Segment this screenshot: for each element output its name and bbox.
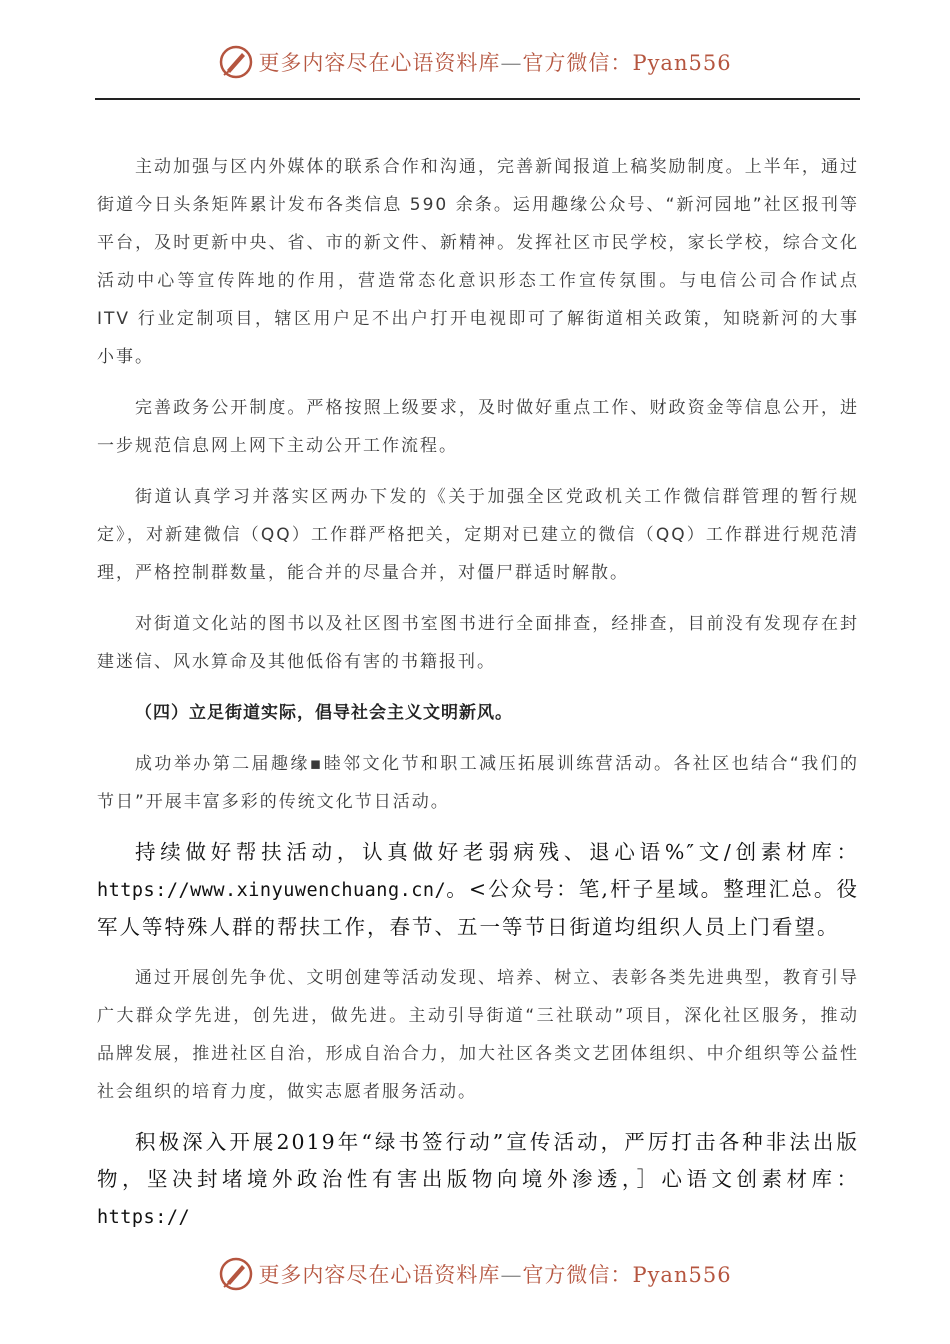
paragraph-library-check: 对街道文化站的图书以及社区图书室图书进行全面排查，经排查，目前没有发现存在封建迷信、风水算命及其他低俗有害的书籍报刊。 [97, 614, 859, 672]
paragraph-gov-disclosure: 完善政务公开制度。严格按照上级要求，及时做好重点工作、财政资金等信息公开，进一步规范信息网上网下主动公开工作流程。 [97, 398, 859, 456]
paragraph-green-bookmark [97, 1124, 859, 1236]
paragraph-assistance [97, 834, 859, 946]
header-banner-id: Pyan556 [632, 51, 732, 75]
pen-logo-icon [218, 44, 254, 80]
header-banner-wechat: 官方微信： [522, 51, 633, 75]
header-banner-label: 更多内容尽在心语资料库 [258, 51, 501, 75]
footer-banner-id: Pyan556 [632, 1263, 732, 1287]
website-link[interactable]: https://www.xinyuwenchuang.cn/ [97, 880, 447, 901]
paragraph-wechat-groups: 街道认真学习并落实区两办下发的《关于加强全区党政机关工作微信群管理的暂行规定》，对新建微信（QQ）工作群严格把关，定期对已建立的微信（QQ）工作群进行规范清理，严格控制群数量，能合并的尽量合并，对僵尸群适时解散。 [97, 487, 859, 583]
footer-banner-wechat: 官方微信： [522, 1263, 633, 1287]
header-divider [95, 98, 860, 100]
footer-banner [0, 1252, 950, 1296]
green-bookmark-text: 积极深入开展2019年“绿书签行动”宣传活动，严厉打击各种非法出版物，坚决封堵境外政治性有害出版物向境外渗透，］心语文创素材库： [97, 1130, 859, 1191]
assistance-text-c: 。<公众号：笔,杆子星域。整理汇总。役军人等特殊人群的帮扶工作，春节、五一等节日街道均组织人员上门看望。 [97, 877, 859, 939]
footer-banner-label: 更多内容尽在心语资料库 [258, 1263, 501, 1287]
header-banner-text [258, 47, 731, 77]
paragraph-culture-festival: 成功举办第二届趣缘▪睦邻文化节和职工减压拓展训练营活动。各社区也结合“我们的节日”开展丰富多彩的传统文化节日活动。 [97, 754, 859, 812]
paragraph-role-models: 通过开展创先争优、文明创建等活动发现、培养、树立、表彰各类先进典型，教育引导广大群众学先进，创先进，做先进。主动引导街道“三社联动”项目，深化社区服务，推动品牌发展，推进社区自治，形成自治合力，加大社区各类文艺团体组织、中介组织等公益性社会组织的培育力度，做实志愿者服务活动。 [97, 968, 859, 1102]
footer-banner-dash: — [500, 1263, 523, 1287]
assistance-text-a: 持续做好帮扶活动，认真做好老弱病残、退心语%″文/创素材库： [135, 840, 859, 864]
header-banner-dash: — [500, 51, 523, 75]
paragraph-media: 主动加强与区内外媒体的联系合作和沟通，完善新闻报道上稿奖励制度。上半年，通过街道今日头条矩阵累计发布各类信息 590 余条。运用趣缘公众号、“新河园地”社区报刊等平台，及时更新中央、省、市的新文件、新精神。发挥社区市民学校，家长学校，综合文化活动中心等宣传阵地的作用，营造常态化意识形态工作宣传氛围。与电信公司合作试点 ITV 行业定制项目，辖区用户足不出户打开电视即可了解街道相关政策，知晓新河的大事小事。 [97, 157, 859, 367]
footer-banner-text [258, 1259, 731, 1289]
pen-logo-icon [218, 1256, 254, 1292]
section-heading-four: （四）立足街道实际，倡导社会主义文明新风。 [135, 703, 513, 723]
website-link-partial[interactable]: https:// [97, 1207, 191, 1228]
header-banner [0, 40, 950, 84]
document-body [97, 148, 859, 1236]
